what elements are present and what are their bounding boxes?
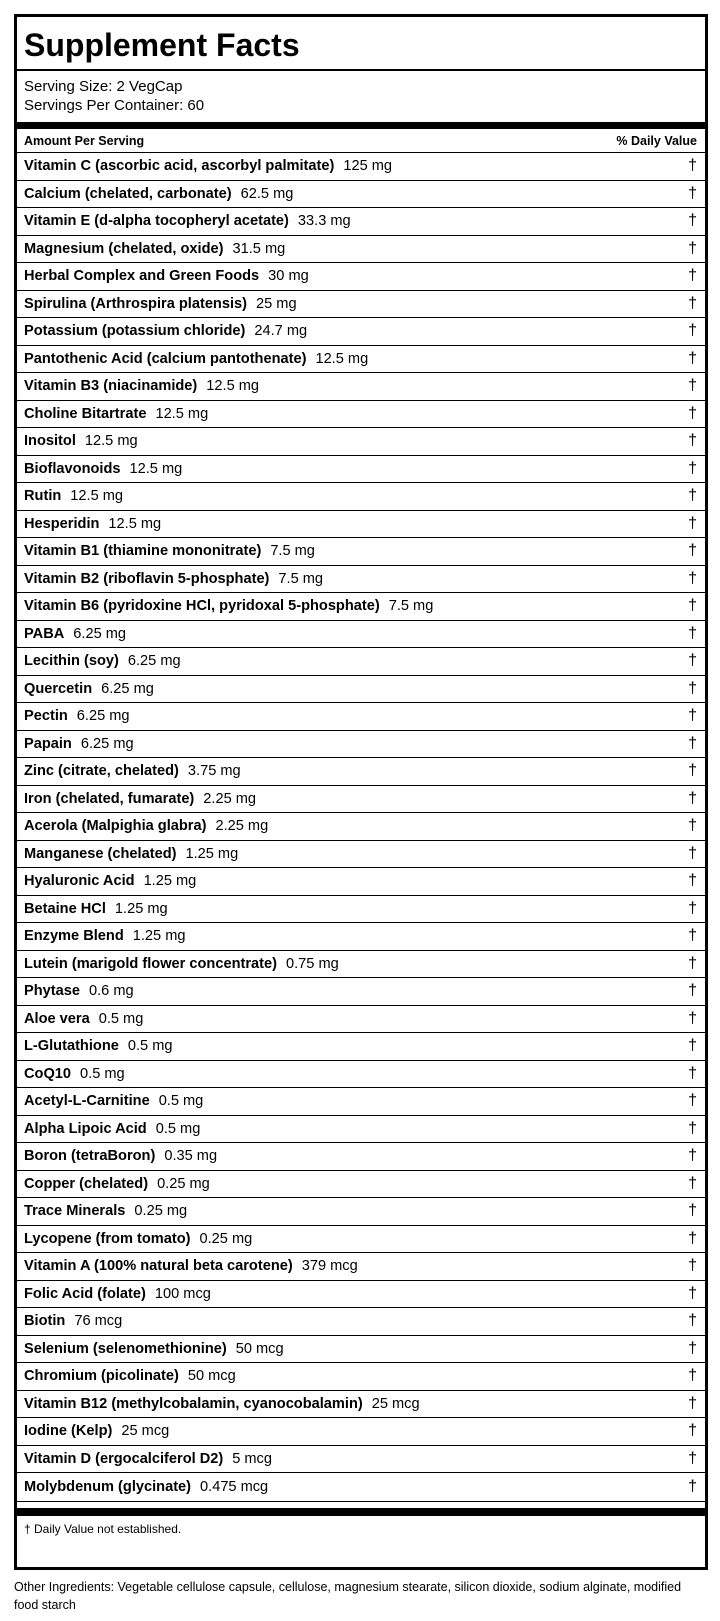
daily-value-dagger: †: [688, 487, 697, 505]
nutrient-amount: 30 mg: [268, 268, 309, 285]
nutrient-amount: 0.75 mg: [285, 955, 339, 972]
nutrient-amount: 1.25 mg: [143, 873, 197, 890]
nutrient-name: Vitamin B3 (niacinamide): [24, 378, 198, 395]
nutrient-row: [17, 896, 705, 924]
nutrient-amount: 2.25 mg: [215, 818, 269, 835]
nutrient-row: [17, 1473, 705, 1501]
daily-value-dagger: †: [688, 1367, 697, 1385]
nutrient-name: Vitamin A (100% natural beta carotene): [24, 1258, 293, 1275]
nutrient-name: Hyaluronic Acid: [24, 873, 135, 890]
daily-value-dagger: †: [688, 789, 697, 807]
thick-divider: [17, 122, 705, 129]
nutrient-name: Iodine (Kelp): [24, 1423, 113, 1440]
nutrient-row: [17, 1418, 705, 1446]
daily-value-dagger: †: [688, 1037, 697, 1055]
nutrient-row: [17, 1061, 705, 1089]
daily-value-dagger: †: [688, 652, 697, 670]
daily-value-dagger: †: [688, 679, 697, 697]
daily-value-dagger: †: [688, 1202, 697, 1220]
nutrient-row: [17, 951, 705, 979]
nutrient-amount: 0.25 mg: [199, 1230, 253, 1247]
nutrient-row: [17, 978, 705, 1006]
nutrient-row: [17, 318, 705, 346]
daily-value-dagger: †: [688, 1009, 697, 1027]
nutrient-name: Potassium (potassium chloride): [24, 323, 246, 340]
nutrient-name: Lecithin (soy): [24, 653, 119, 670]
daily-value-dagger: †: [688, 844, 697, 862]
nutrient-amount: 0.5 mg: [98, 1010, 144, 1027]
daily-value-dagger: †: [688, 514, 697, 532]
nutrient-name: Vitamin D (ergocalciferol D2): [24, 1450, 224, 1467]
nutrient-amount: 12.5 mg: [108, 515, 162, 532]
other-ingredients: Other Ingredients: Vegetable cellulose capsule, cellulose, magnesium stearate, silicon dioxide, sodium alginate, modified food starch: [14, 1580, 682, 1612]
nutrient-row: [17, 1336, 705, 1364]
nutrient-name: Copper (chelated): [24, 1175, 149, 1192]
nutrient-row: [17, 593, 705, 621]
nutrient-name: Manganese (chelated): [24, 845, 177, 862]
daily-value-dagger: †: [688, 1312, 697, 1330]
daily-value-dagger: †: [688, 1394, 697, 1412]
nutrient-amount: 12.5 mg: [315, 350, 369, 367]
daily-value-dagger: †: [688, 569, 697, 587]
nutrient-row: [17, 428, 705, 456]
daily-value-header: % Daily Value: [616, 133, 697, 148]
nutrient-row: [17, 868, 705, 896]
nutrient-amount: 3.75 mg: [187, 763, 241, 780]
nutrient-row: [17, 676, 705, 704]
nutrient-name: Pantothenic Acid (calcium pantothenate): [24, 350, 307, 367]
daily-value-dagger: †: [688, 817, 697, 835]
nutrient-row: [17, 401, 705, 429]
daily-value-dagger: †: [688, 1339, 697, 1357]
nutrient-row: [17, 1226, 705, 1254]
nutrient-row: [17, 1198, 705, 1226]
nutrient-name: Chromium (picolinate): [24, 1368, 179, 1385]
nutrient-amount: 379 mcg: [301, 1258, 358, 1275]
nutrient-amount: 1.25 mg: [132, 928, 186, 945]
nutrient-name: Inositol: [24, 433, 76, 450]
nutrient-name: Papain: [24, 735, 72, 752]
daily-value-dagger: †: [688, 1422, 697, 1440]
daily-value-dagger: †: [688, 432, 697, 450]
nutrient-name: Choline Bitartrate: [24, 405, 147, 422]
nutrient-amount: 12.5 mg: [155, 405, 209, 422]
nutrient-name: Lycopene (from tomato): [24, 1230, 191, 1247]
nutrient-name: Vitamin B2 (riboflavin 5-phosphate): [24, 570, 270, 587]
nutrient-name: Enzyme Blend: [24, 928, 124, 945]
daily-value-dagger: †: [688, 1119, 697, 1137]
daily-value-dagger: †: [688, 239, 697, 257]
nutrient-row: [17, 181, 705, 209]
column-header: [17, 129, 705, 153]
nutrient-row: [17, 236, 705, 264]
nutrient-name: Selenium (selenomethionine): [24, 1340, 227, 1357]
nutrient-name: PABA: [24, 625, 65, 642]
daily-value-dagger: †: [688, 1449, 697, 1467]
nutrient-name: Folic Acid (folate): [24, 1285, 146, 1302]
nutrient-name: Aloe vera: [24, 1010, 90, 1027]
nutrient-name: Alpha Lipoic Acid: [24, 1120, 147, 1137]
nutrient-amount: 12.5 mg: [206, 378, 260, 395]
nutrient-row: [17, 731, 705, 759]
daily-value-dagger: †: [688, 762, 697, 780]
nutrient-name: Phytase: [24, 983, 80, 1000]
nutrient-amount: 25 mcg: [371, 1395, 420, 1412]
nutrient-row: [17, 1253, 705, 1281]
nutrient-name: Calcium (chelated, carbonate): [24, 185, 232, 202]
daily-value-dagger: †: [688, 597, 697, 615]
nutrient-row: [17, 923, 705, 951]
nutrient-amount: 0.5 mg: [155, 1120, 201, 1137]
nutrient-amount: 6.25 mg: [73, 625, 127, 642]
daily-value-dagger: †: [688, 542, 697, 560]
daily-value-dagger: †: [688, 349, 697, 367]
nutrient-row: [17, 758, 705, 786]
nutrient-name: Molybdenum (glycinate): [24, 1478, 192, 1495]
nutrient-row: [17, 456, 705, 484]
nutrient-name: Quercetin: [24, 680, 93, 697]
nutrient-name: Vitamin E (d-alpha tocopheryl acetate): [24, 213, 289, 230]
nutrient-name: Magnesium (chelated, oxide): [24, 240, 224, 257]
daily-value-dagger: †: [688, 1174, 697, 1192]
nutrient-amount: 24.7 mg: [254, 323, 308, 340]
nutrient-row: [17, 291, 705, 319]
daily-value-dagger: †: [688, 624, 697, 642]
nutrient-amount: 0.5 mg: [127, 1038, 173, 1055]
nutrient-amount: 12.5 mg: [129, 460, 183, 477]
thick-divider-bottom: [17, 1508, 705, 1516]
nutrient-amount: 0.5 mg: [80, 1065, 125, 1082]
nutrient-row: [17, 538, 705, 566]
nutrient-name: Pectin: [24, 708, 68, 725]
footnote: † Daily Value not established.: [24, 1521, 182, 1536]
nutrient-amount: 125 mg: [343, 158, 393, 175]
nutrient-amount: 0.25 mg: [134, 1203, 188, 1220]
nutrient-amount: 7.5 mg: [278, 570, 324, 587]
nutrient-row: [17, 566, 705, 594]
daily-value-dagger: †: [688, 1477, 697, 1495]
nutrient-amount: 1.25 mg: [114, 900, 168, 917]
nutrient-row: [17, 1171, 705, 1199]
nutrient-amount: 12.5 mg: [84, 433, 138, 450]
servings-per-container: Servings Per Container: 60: [24, 97, 205, 114]
nutrient-name: Boron (tetraBoron): [24, 1148, 156, 1165]
nutrient-amount: 33.3 mg: [297, 213, 351, 230]
daily-value-dagger: †: [688, 322, 697, 340]
daily-value-dagger: †: [688, 294, 697, 312]
daily-value-dagger: †: [688, 1257, 697, 1275]
daily-value-dagger: †: [688, 1284, 697, 1302]
daily-value-dagger: †: [688, 927, 697, 945]
nutrient-amount: 1.25 mg: [185, 845, 239, 862]
daily-value-dagger: †: [688, 157, 697, 175]
nutrient-amount: 31.5 mg: [232, 240, 286, 257]
nutrient-row: [17, 1088, 705, 1116]
nutrient-amount: 0.35 mg: [164, 1148, 218, 1165]
serving-size: Serving Size: 2 VegCap: [24, 78, 183, 95]
nutrient-name: Hesperidin: [24, 515, 100, 532]
nutrient-name: Vitamin C (ascorbic acid, ascorbyl palmitate): [24, 158, 335, 175]
nutrient-name: Herbal Complex and Green Foods: [24, 268, 260, 285]
nutrient-row: [17, 1143, 705, 1171]
nutrient-name: L-Glutathione: [24, 1038, 119, 1055]
nutrient-name: Trace Minerals: [24, 1203, 126, 1220]
nutrient-row: [17, 346, 705, 374]
nutrient-amount: 6.25 mg: [101, 680, 154, 697]
nutrient-name: Biotin: [24, 1313, 66, 1330]
nutrient-amount: 6.25 mg: [80, 735, 134, 752]
nutrient-row: [17, 483, 705, 511]
nutrient-name: Acerola (Malpighia glabra): [24, 818, 207, 835]
nutrient-name: Iron (chelated, fumarate): [24, 790, 195, 807]
nutrient-amount: 6.25 mg: [127, 653, 181, 670]
nutrient-name: Lutein (marigold flower concentrate): [24, 955, 277, 972]
nutrient-row: [17, 1033, 705, 1061]
nutrient-amount: 0.6 mg: [88, 983, 134, 1000]
supplement-facts-panel: [14, 14, 708, 1570]
nutrient-row: [17, 1446, 705, 1474]
serving-info: [17, 71, 705, 122]
nutrient-name: Spirulina (Arthrospira platensis): [24, 295, 247, 312]
nutrient-amount: 0.25 mg: [157, 1175, 210, 1192]
nutrient-amount: 0.5 mg: [158, 1093, 204, 1110]
daily-value-dagger: †: [688, 899, 697, 917]
nutrient-amount: 6.25 mg: [76, 708, 130, 725]
nutrient-name: Zinc (citrate, chelated): [24, 763, 179, 780]
nutrient-row: [17, 373, 705, 401]
nutrient-row: [17, 841, 705, 869]
daily-value-dagger: †: [688, 1229, 697, 1247]
daily-value-dagger: †: [688, 404, 697, 422]
daily-value-dagger: †: [688, 1147, 697, 1165]
daily-value-dagger: †: [688, 267, 697, 285]
nutrient-amount: 50 mcg: [235, 1340, 284, 1357]
nutrient-name: Rutin: [24, 488, 62, 505]
nutrient-amount: 0.475 mcg: [200, 1478, 269, 1495]
amount-per-serving-header: Amount Per Serving: [24, 133, 145, 148]
nutrient-amount: 50 mcg: [187, 1368, 236, 1385]
daily-value-dagger: †: [688, 954, 697, 972]
nutrient-row: [17, 208, 705, 236]
nutrient-amount: 2.25 mg: [203, 790, 257, 807]
daily-value-dagger: †: [688, 872, 697, 890]
nutrient-amount: 5 mcg: [232, 1450, 272, 1467]
nutrient-row: [17, 1116, 705, 1144]
nutrient-row: [17, 786, 705, 814]
nutrient-name: Vitamin B6 (pyridoxine HCl, pyridoxal 5-phosphate): [24, 598, 380, 615]
nutrient-amount: 12.5 mg: [70, 488, 124, 505]
nutrient-list: [17, 153, 705, 1502]
daily-value-dagger: †: [688, 212, 697, 230]
daily-value-dagger: †: [688, 459, 697, 477]
nutrient-row: [17, 648, 705, 676]
nutrient-name: Vitamin B12 (methylcobalamin, cyanocobalamin): [24, 1395, 363, 1412]
nutrient-row: [17, 1006, 705, 1034]
nutrient-row: [17, 1363, 705, 1391]
daily-value-dagger: †: [688, 1064, 697, 1082]
nutrient-amount: 100 mcg: [154, 1285, 211, 1302]
nutrient-row: [17, 703, 705, 731]
nutrient-row: [17, 263, 705, 291]
nutrient-name: Acetyl-L-Carnitine: [24, 1093, 150, 1110]
nutrient-amount: 25 mg: [256, 295, 297, 312]
daily-value-dagger: †: [688, 1092, 697, 1110]
nutrient-row: [17, 153, 705, 181]
nutrient-amount: 7.5 mg: [388, 598, 434, 615]
nutrient-name: Vitamin B1 (thiamine mononitrate): [24, 543, 262, 560]
nutrient-amount: 7.5 mg: [270, 543, 315, 560]
daily-value-dagger: †: [688, 982, 697, 1000]
panel-title: Supplement Facts: [17, 17, 705, 71]
daily-value-dagger: †: [688, 184, 697, 202]
daily-value-dagger: †: [688, 377, 697, 395]
daily-value-dagger: †: [688, 734, 697, 752]
nutrient-row: [17, 621, 705, 649]
nutrient-name: Betaine HCl: [24, 900, 106, 917]
nutrient-amount: 25 mcg: [121, 1423, 170, 1440]
nutrient-amount: 62.5 mg: [240, 185, 294, 202]
nutrient-name: Bioflavonoids: [24, 460, 121, 477]
nutrient-row: [17, 1308, 705, 1336]
nutrient-row: [17, 1391, 705, 1419]
nutrient-amount: 76 mcg: [74, 1313, 123, 1330]
nutrient-row: [17, 813, 705, 841]
nutrient-row: [17, 511, 705, 539]
nutrient-row: [17, 1281, 705, 1309]
nutrient-name: CoQ10: [24, 1065, 72, 1082]
daily-value-dagger: †: [688, 707, 697, 725]
